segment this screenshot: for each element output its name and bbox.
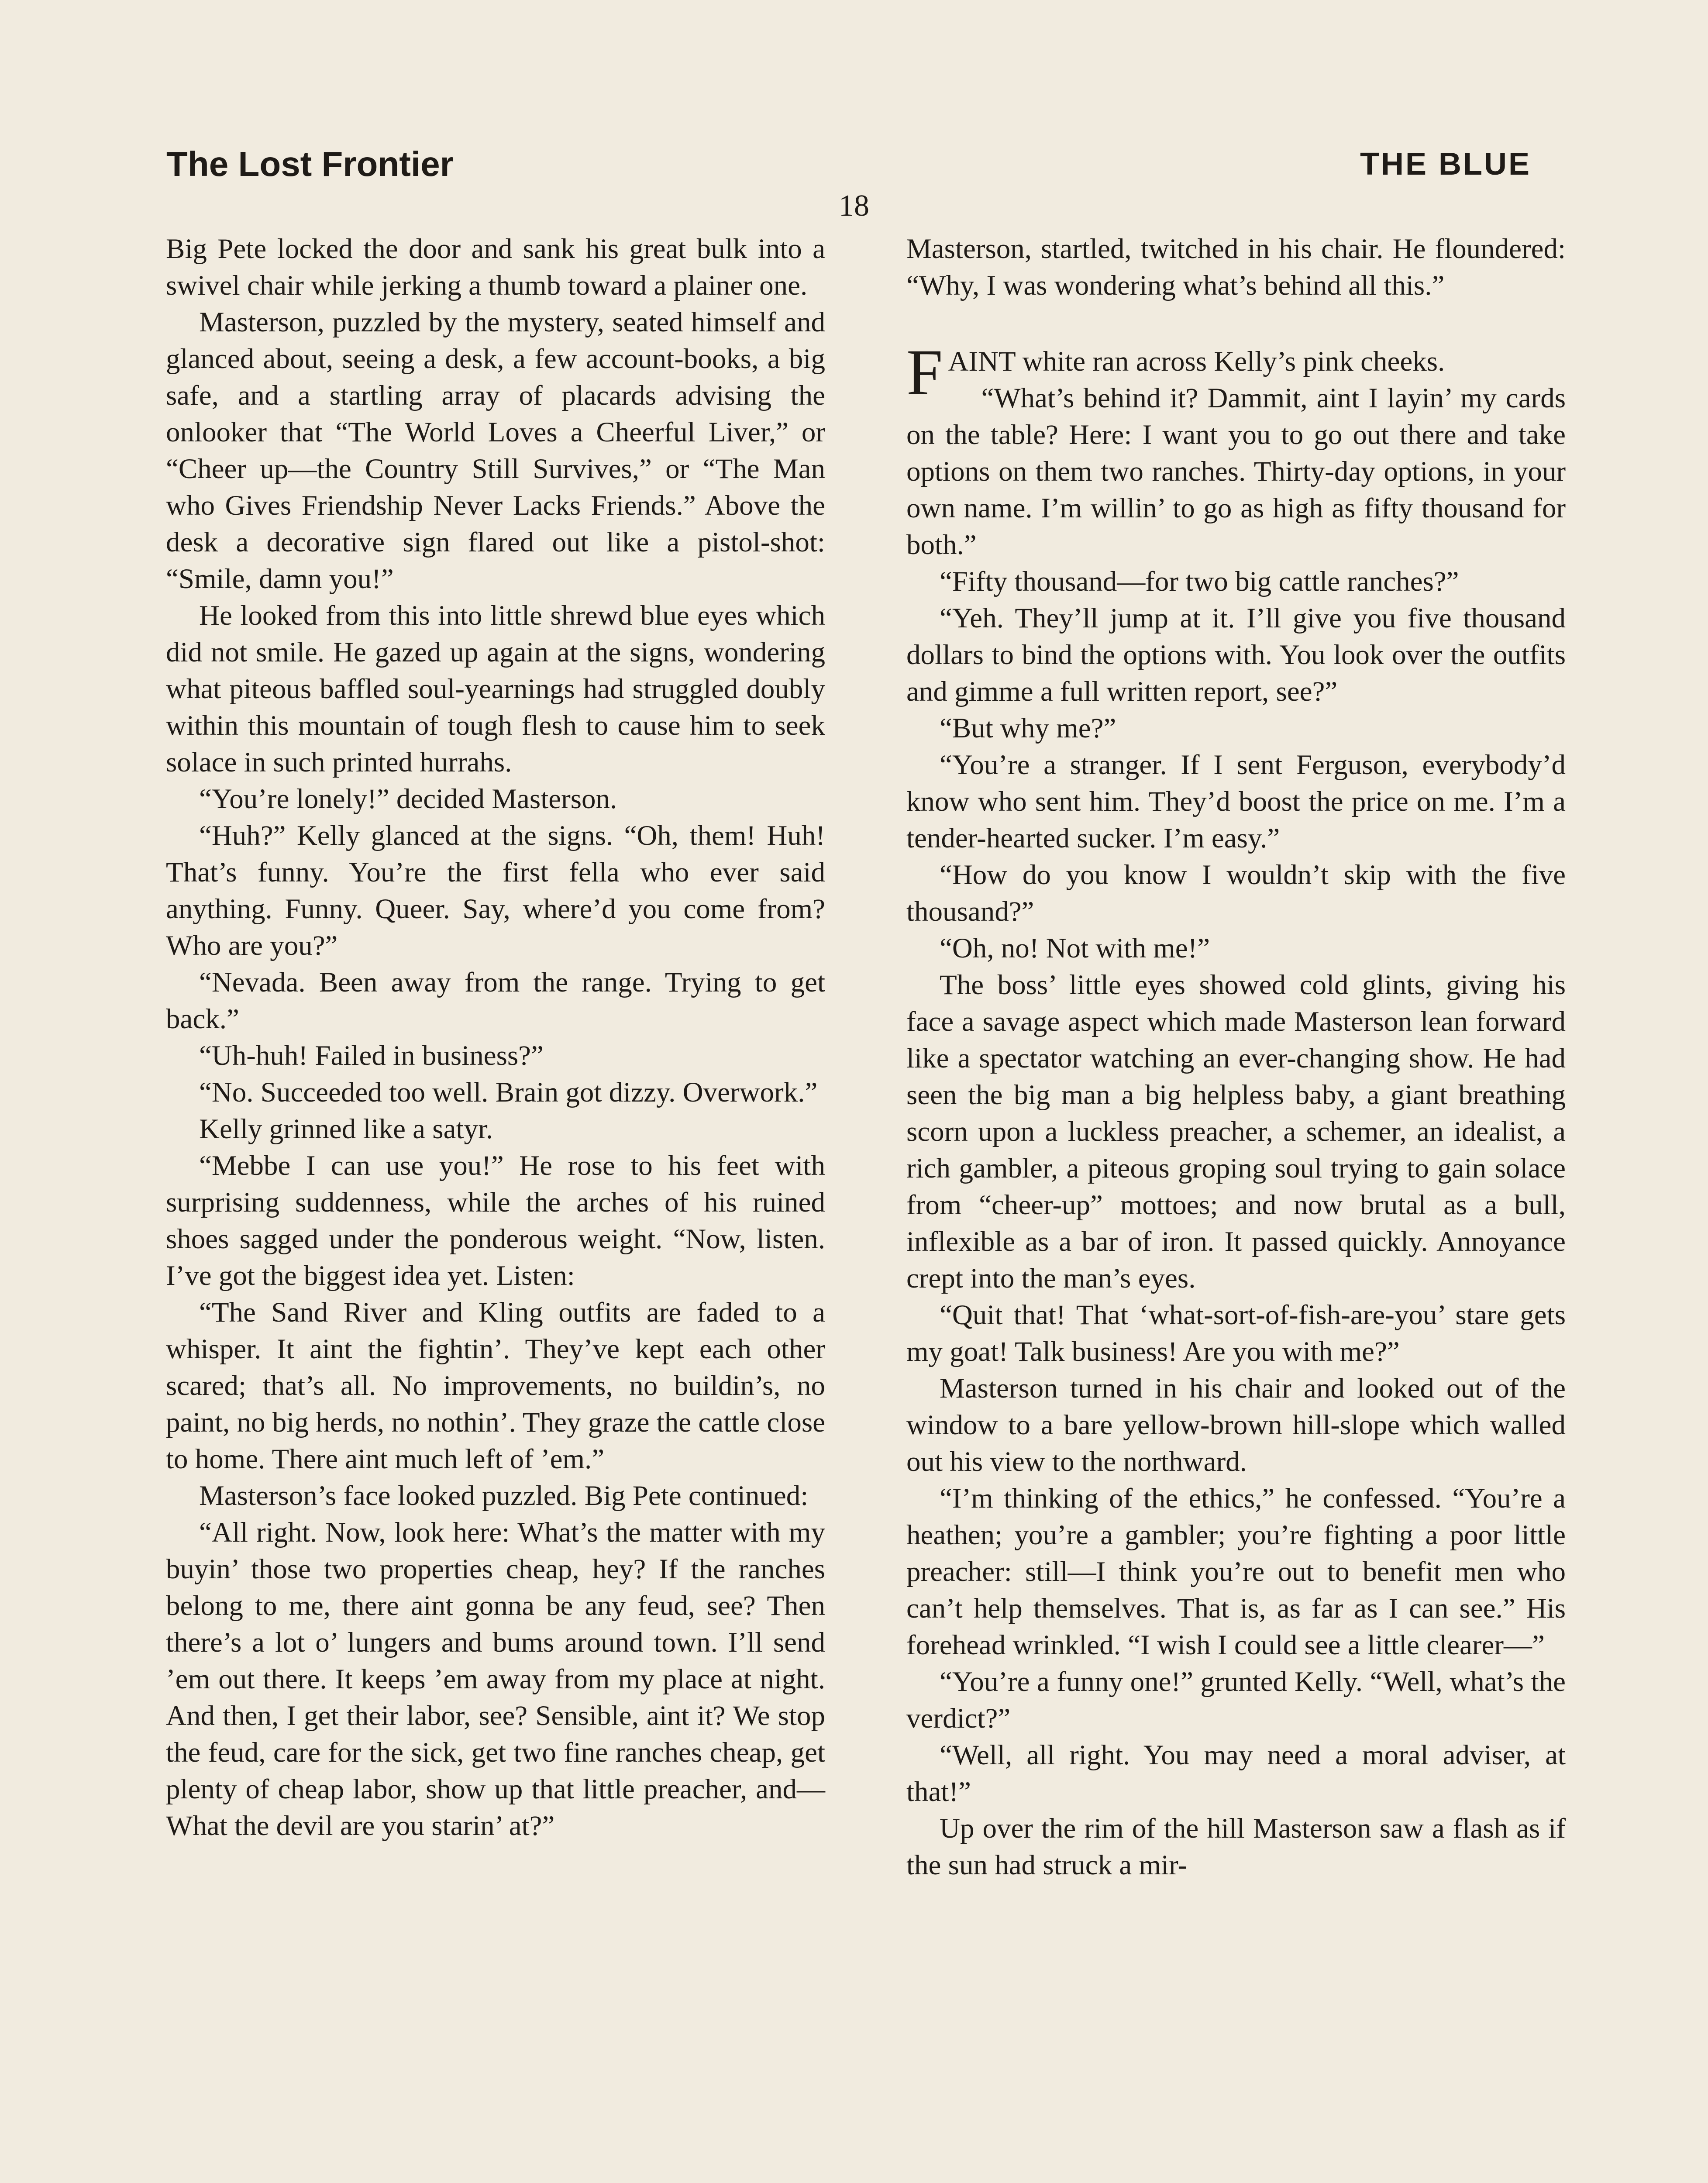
paragraph: “The Sand River and Kling outfits are faded to a whisper. It aint the fightin’. They’ve kept each other scared; that’s all. No improvements, no buildin’s, no paint, no big herds, no nothin’. They graze the cattle close to home. There aint much left of ’em.”	[166, 1297, 825, 1475]
left-column	[166, 231, 825, 1844]
paragraph: “How do you know I wouldn’t skip with the five thousand?”	[906, 859, 1566, 927]
magazine-name: THE BLUE	[1360, 147, 1531, 182]
paragraph: “Huh?” Kelly glanced at the signs. “Oh, them! Huh! That’s funny. You’re the first fella who ever said anything. Funny. Queer. Say, where’d you come from? Who are you?”	[166, 820, 825, 961]
drop-cap-letter: F	[906, 336, 943, 409]
paragraph: “Oh, no! Not with me!”	[940, 933, 1210, 964]
paragraph: “No. Succeeded too well. Brain got dizzy. Overwork.”	[199, 1077, 818, 1108]
paragraph: “All right. Now, look here: What’s the matter with my buyin’ those two properties cheap, hey? If the ranches belong to me, there aint gonna be any feud, see? Then there’s a lot o’ lungers and bums around town. I’ll send ’em out there. It keeps ’em away from my place at night. And then, I get their labor, see? Sensible, aint it? We stop the feud, care for the sick, get two fine ranches cheap, get plenty of cheap labor, show up that little preacher, and— What the devil are you starin’ at?”	[166, 1517, 825, 1842]
paragraph: Masterson’s face looked puzzled. Big Pete continued:	[199, 1480, 809, 1512]
paragraph: “Well, all right. You may need a moral adviser, at that!”	[906, 1739, 1566, 1808]
paragraph: He looked from this into little shrewd blue eyes which did not smile. He gazed up again at the signs, wondering what piteous baffled soul-yearnings had struggled doubly within this mountain of tough flesh to cause him to seek solace in such printed hurrahs.	[166, 600, 825, 778]
paragraph: Kelly grinned like a satyr.	[199, 1113, 493, 1145]
paragraph: “Quit that! That ‘what-sort-of-fish-are-you’ stare gets my goat! Talk business! Are you with me?”	[906, 1299, 1566, 1367]
paragraph: Up over the rim of the hill Masterson saw a flash as if the sun had struck a mir-	[906, 1813, 1566, 1881]
paragraph: “Mebbe I can use you!” He rose to his feet with surprising suddenness, while the arches of his ruined shoes sagged under the ponderous weight. “Now, listen. I’ve got the biggest idea yet. Listen:	[166, 1150, 825, 1291]
paragraph: “I’m thinking of the ethics,” he confessed. “You’re a heathen; you’re a gambler; you’re fighting a poor little preacher: still—I think you’re out to benefit men who can’t help themselves. That is, as far as I can see.” His forehead wrinkled. “I wish I could see a little clearer—”	[906, 1483, 1566, 1661]
paragraph: Masterson, startled, twitched in his chair. He floundered: “Why, I was wondering what’s behind all this.”	[906, 233, 1566, 301]
paragraph: “But why me?”	[940, 713, 1116, 744]
paragraph: Masterson, puzzled by the mystery, seated himself and glanced about, seeing a desk, a few account-books, a big safe, and a startling array of placards advising the onlooker that “The World Loves a Cheerful Liver,” or “Cheer up—the Country Still Survives,” or “The Man who Gives Friendship Never Lacks Friends.” Above the desk a decorative sign flared out like a pistol-shot: “Smile, damn you!”	[166, 306, 825, 595]
story-title: The Lost Frontier	[166, 145, 454, 183]
paragraph: “Fifty thousand—for two big cattle ranches?”	[940, 566, 1459, 597]
paragraph: “You’re a stranger. If I sent Ferguson, everybody’d know who sent him. They’d boost the price on me. I’m a tender-hearted sucker. I’m easy.”	[906, 749, 1566, 854]
page-number: 18	[839, 189, 869, 223]
paragraph: Big Pete locked the door and sank his great bulk into a swivel chair while jerking a thumb toward a plainer one.	[166, 233, 825, 301]
paragraph: “Nevada. Been away from the range. Trying to get back.”	[166, 967, 825, 1035]
drop-cap-text: AINT white ran across Kelly’s pink cheeks.	[948, 346, 1445, 377]
paragraph: “You’re a funny one!” grunted Kelly. “Well, what’s the verdict?”	[906, 1666, 1566, 1734]
paragraph: “You’re lonely!” decided Masterson.	[199, 783, 617, 815]
right-column	[906, 231, 1566, 1883]
drop-cap-paragraph	[906, 336, 1566, 409]
paragraph: “Uh-huh! Failed in business?”	[199, 1040, 544, 1071]
paragraph: The boss’ little eyes showed cold glints, giving his face a savage aspect which made Masterson lean forward like a spectator watching an ever-changing show. He had seen the big man a big helpless baby, a giant breathing scorn upon a luckless preacher, a schemer, an idealist, a rich gambler, a piteous groping soul trying to gain solace from “cheer-up” mottoes; and now brutal as a bull, inflexible as a bar of iron. It passed quickly. Annoyance crept into the man’s eyes.	[906, 969, 1566, 1294]
paragraph: “Yeh. They’ll jump at it. I’ll give you five thousand dollars to bind the options with. You look over the outfits and gimme a full written report, see?”	[906, 603, 1566, 707]
paragraph: “What’s behind it? Dammit, aint I layin’ my cards on the table? Here: I want you to go out there and take options on them two ranches. Thirty-day options, in your own name. I’m willin’ to go as high as fifty thousand for both.”	[906, 382, 1566, 561]
paragraph: Masterson turned in his chair and looked out of the window to a bare yellow-brown hill-slope which walled out his view to the northward.	[906, 1373, 1566, 1477]
